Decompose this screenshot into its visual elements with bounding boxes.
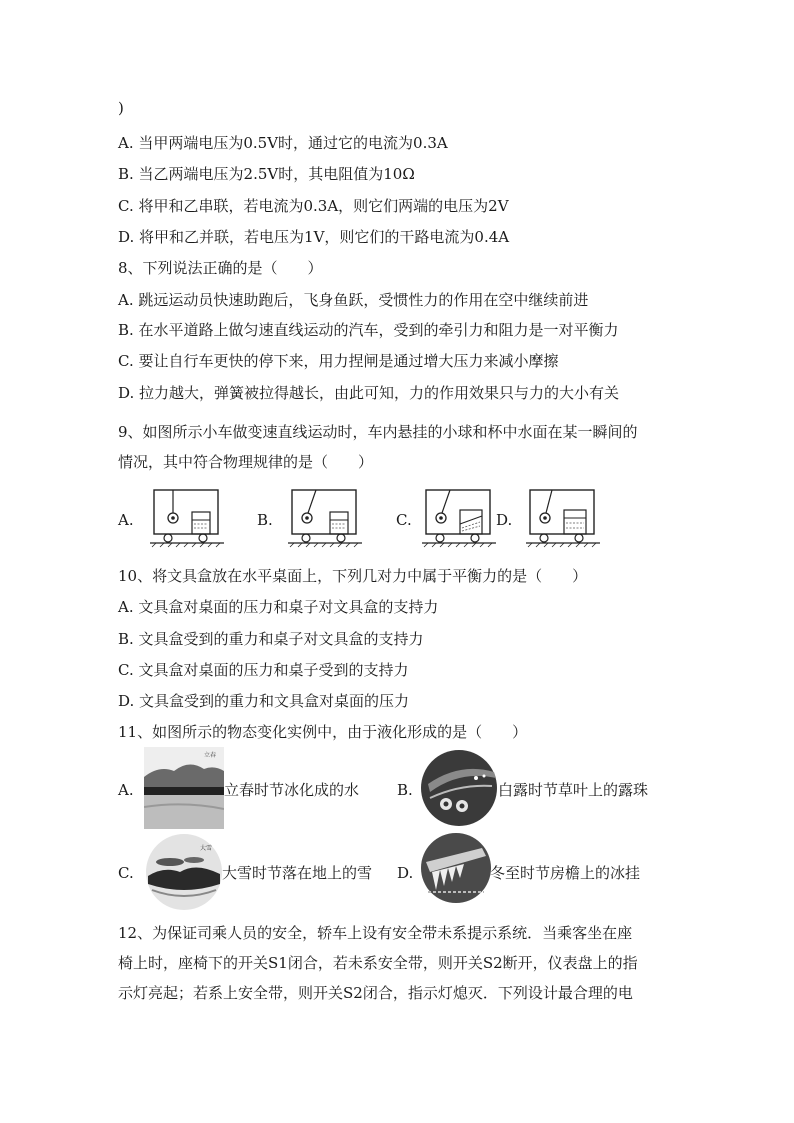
q11-caption-a: 立春时节冰化成的水 [224,781,360,799]
question-12-stem-2: 椅上时，座椅下的开关S1闭合，若未系安全带，则开关S2断开，仪表盘上的指 [118,954,638,972]
q11-photo-d-icicles [420,832,492,904]
q9-cart-c-figure [420,488,498,548]
q11-photo-c-snow [144,832,224,912]
q7-option-a: A. 当甲两端电压为0.5V时，通过它的电流为0.3A [118,134,448,152]
q10-option-d: D. 文具盒受到的重力和文具盒对桌面的压力 [118,692,410,710]
q7-option-d: D. 将甲和乙并联，若电压为1V，则它们的干路电流为0.4A [118,228,510,246]
q11-caption-c: 大雪时节落在地上的雪 [222,864,373,882]
q9-cart-b-figure [286,488,364,548]
q9-label-b: B. [257,511,273,529]
question-10-stem: 10、将文具盒放在水平桌面上，下列几对力中属于平衡力的是（ ） [118,567,588,585]
question-8-stem: 8、下列说法正确的是（ ） [118,259,323,277]
q11-label-b: B. [397,781,413,799]
q11-caption-b: 白露时节草叶上的露珠 [498,781,649,799]
q11-label-a: A. [118,781,134,799]
question-12-stem-1: 12、为保证司乘人员的安全，轿车上设有安全带未系提示系统．当乘客坐在座 [118,924,633,942]
q11-photo-b-dew-drops [420,748,498,828]
q9-label-d: D. [496,511,513,529]
svg-text:立春: 立春 [204,752,217,759]
q11-caption-d: 冬至时节房檐上的冰挂 [490,864,641,882]
q8-option-b: B. 在水平道路上做匀速直线运动的汽车，受到的牵引力和阻力是一对平衡力 [118,321,619,339]
question-11-stem: 11、如图所示的物态变化实例中，由于液化形成的是（ ） [118,723,528,741]
q10-option-a: A. 文具盒对桌面的压力和桌子对文具盒的支持力 [118,598,439,616]
q11-label-d: D. [397,864,414,882]
svg-text:大雪: 大雪 [200,845,213,852]
q10-option-c: C. 文具盒对桌面的压力和桌子受到的支持力 [118,661,409,679]
q7-option-b: B. 当乙两端电压为2.5V时，其电阻值为10Ω [118,165,415,183]
q9-cart-d-figure [524,488,602,548]
q9-label-c: C. [396,511,412,529]
question-12-stem-3: 示灯亮起；若系上安全带，则开关S2闭合，指示灯熄灭．下列设计最合理的电 [118,984,633,1002]
question-7-tail: ) [118,99,124,117]
q8-option-d: D. 拉力越大，弹簧被拉得越长，由此可知，力的作用效果只与力的大小有关 [118,384,620,402]
q7-option-c: C. 将甲和乙串联，若电流为0.3A，则它们两端的电压为2V [118,197,509,215]
q9-label-a: A. [118,511,134,529]
question-9-stem-1: 9、如图所示小车做变速直线运动时，车内悬挂的小球和杯中水面在某一瞬间的 [118,423,638,441]
q11-photo-a-ice-melting [144,747,224,829]
q8-option-c: C. 要让自行车更快的停下来，用力捏闸是通过增大压力来减小摩擦 [118,352,559,370]
q8-option-a: A. 跳远运动员快速助跑后，飞身鱼跃，受惯性力的作用在空中继续前进 [118,291,589,309]
question-9-stem-2: 情况，其中符合物理规律的是（ ） [118,453,374,471]
q10-option-b: B. 文具盒受到的重力和桌子对文具盒的支持力 [118,630,424,648]
q11-label-c: C. [118,864,134,882]
q9-cart-a-figure [148,488,226,548]
